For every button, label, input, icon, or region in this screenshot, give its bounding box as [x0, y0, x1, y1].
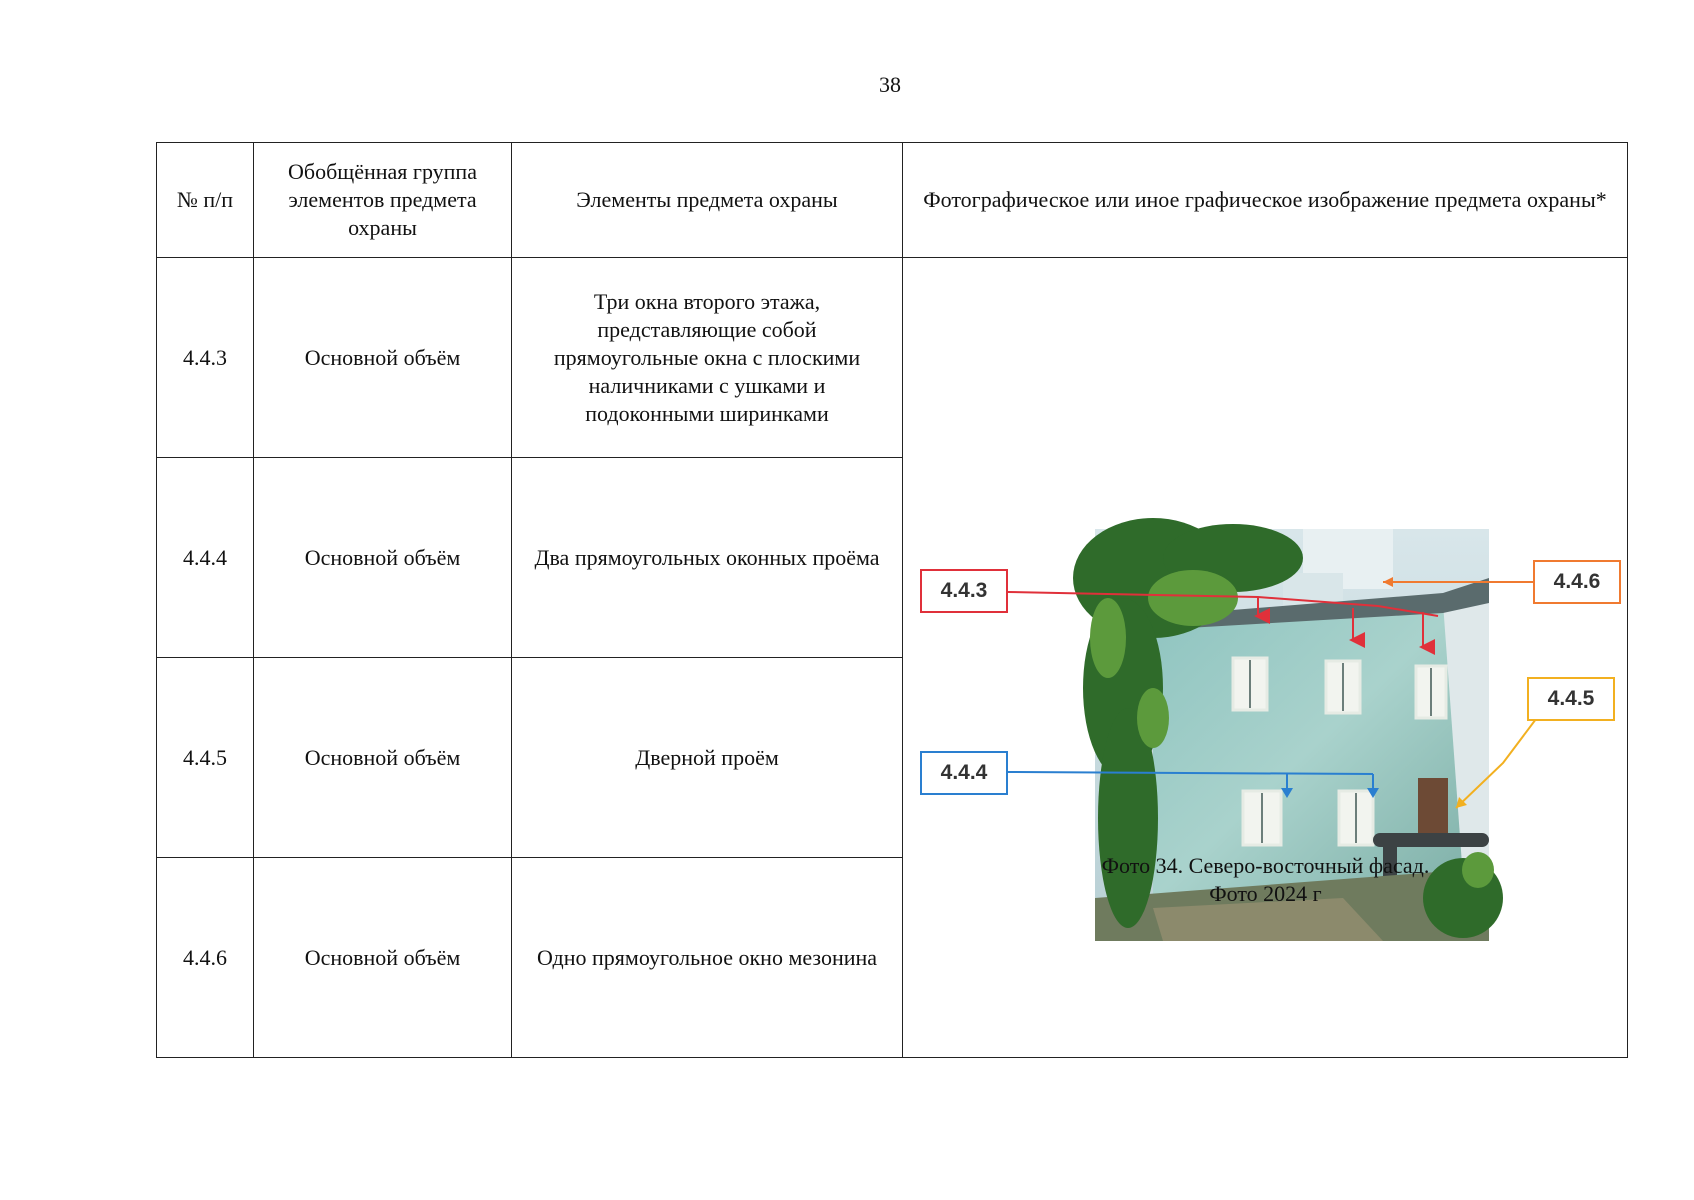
callout-446: 4.4.6 [1533, 560, 1621, 604]
row-element: Одно прямоугольное окно мезонина [512, 858, 903, 1058]
row-number: 4.4.5 [157, 658, 254, 858]
row-number: 4.4.3 [157, 258, 254, 458]
row-element: Дверной проём [512, 658, 903, 858]
row-number: 4.4.6 [157, 858, 254, 1058]
callout-443: 4.4.3 [920, 569, 1008, 613]
header-image: Фотографическое или иное графическое изображение предмета охраны* [903, 143, 1628, 258]
table-row [157, 258, 1628, 458]
row-group: Основной объём [254, 658, 512, 858]
caption-line-1: Фото 34. Северо-восточный фасад. [1101, 853, 1430, 878]
row-element: Два прямоугольных оконных проёма [512, 458, 903, 658]
callout-444: 4.4.4 [920, 751, 1008, 795]
caption-line-2: Фото 2024 г [1209, 881, 1322, 906]
photo-figure [903, 258, 1628, 1056]
header-elements: Элементы предмета охраны [512, 143, 903, 258]
row-element: Три окна второго этажа, представляющие собой прямоугольные окна с плоскими наличниками с ушками и подоконными ширинками [512, 258, 903, 458]
facade-photo [903, 258, 1628, 1056]
row-group: Основной объём [254, 858, 512, 1058]
header-group: Обобщённая группа элементов предмета охраны [254, 143, 512, 258]
protection-elements-table [156, 142, 1628, 1058]
row-group: Основной объём [254, 458, 512, 658]
photo-cell [903, 258, 1628, 1058]
page-number: 38 [879, 72, 901, 97]
callout-445: 4.4.5 [1527, 677, 1615, 721]
table-header-row [157, 143, 1628, 258]
row-group: Основной объём [254, 258, 512, 458]
header-number: № п/п [157, 143, 254, 258]
row-number: 4.4.4 [157, 458, 254, 658]
photo-caption [903, 852, 1628, 908]
